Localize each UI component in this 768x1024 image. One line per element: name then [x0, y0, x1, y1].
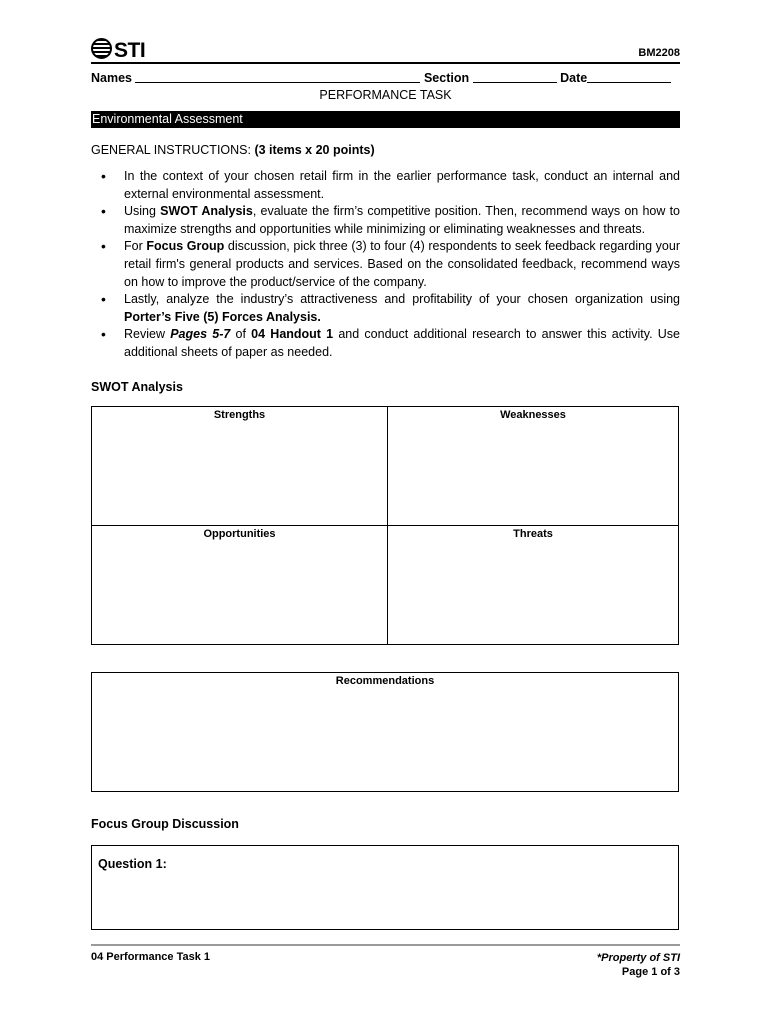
- date-label: Date: [560, 71, 588, 85]
- list-item: [91, 238, 680, 291]
- bullet-emphasis: 04 Handout 1: [251, 327, 334, 342]
- recommendations-heading: Recommendations: [335, 675, 435, 687]
- threats-cell[interactable]: [388, 526, 679, 645]
- bullet-text: Using: [124, 204, 161, 219]
- instructions-points: (3 items x 20 points): [254, 143, 375, 157]
- opportunities-label: Opportunities: [203, 528, 276, 540]
- date-blank[interactable]: [587, 70, 671, 83]
- bullet-text: Review: [124, 327, 171, 342]
- strengths-cell[interactable]: [92, 407, 388, 526]
- bullet-text: Lastly, analyze the industry’s attractiveness and profitability of your chosen organization using: [124, 292, 680, 307]
- question-1-box[interactable]: [91, 845, 679, 930]
- recommendations-box[interactable]: [91, 672, 679, 792]
- logo-text: STI: [114, 39, 146, 62]
- bullet-text: of: [230, 327, 252, 342]
- bullet-emphasis: Pages 5-7: [170, 327, 231, 342]
- header-divider: [91, 62, 680, 64]
- bullet-text: and conduct additional research to answer this activity. Use additional sheets of paper as needed.: [124, 327, 680, 359]
- list-item: [91, 203, 680, 238]
- footer-title: 04 Performance Task 1: [91, 951, 211, 963]
- document-code: BM2208: [638, 47, 680, 59]
- bullet-text: discussion, pick three (3) to four (4) respondents to seek feedback regarding your retail firm's general products and services. Based on the consolidated feedback, recommend ways on how to improve the product/service of the company.: [124, 239, 680, 289]
- list-item: [91, 326, 680, 361]
- list-item: [91, 168, 680, 203]
- bullet-emphasis: Porter’s Five (5) Forces Analysis.: [124, 309, 321, 324]
- section-band: Environmental Assessment: [91, 111, 680, 128]
- strengths-label: Strengths: [213, 409, 266, 421]
- weaknesses-label: Weaknesses: [500, 409, 566, 421]
- bullet-emphasis: Focus Group: [146, 239, 225, 254]
- task-title: PERFORMANCE TASK: [319, 88, 452, 102]
- names-label: Names: [91, 71, 132, 85]
- general-instructions: [91, 143, 375, 157]
- section-label: Section: [423, 71, 470, 85]
- footer-right: [500, 951, 680, 979]
- names-blank[interactable]: [135, 70, 420, 83]
- focus-group-heading: Focus Group Discussion: [91, 817, 239, 831]
- question-1-label: Question 1:: [98, 857, 167, 871]
- instructions-label: GENERAL INSTRUCTIONS:: [91, 143, 255, 157]
- footer-divider: [91, 944, 680, 946]
- bullet-text: , evaluate the firm’s competitive position. Then, recommend ways on how to maximize strengths and opportunities while minimizing or eliminating weaknesses and threats.: [124, 204, 681, 236]
- threats-label: Threats: [513, 528, 553, 540]
- property-note: *Property of STI: [596, 952, 680, 964]
- page-number: Page 1 of 3: [621, 966, 680, 978]
- section-blank[interactable]: [473, 70, 557, 83]
- swot-heading: SWOT Analysis: [91, 380, 183, 394]
- weaknesses-cell[interactable]: [388, 407, 679, 526]
- swot-table: [91, 406, 679, 645]
- bullet-text: For: [124, 239, 147, 254]
- list-item: [91, 291, 680, 326]
- sti-logo: [91, 38, 145, 63]
- bullet-text: In the context of your chosen retail firm in the earlier performance task, conduct an internal and external environmental assessment.: [124, 169, 680, 201]
- instruction-list: [91, 168, 680, 362]
- student-fields: [91, 70, 671, 85]
- globe-icon: [91, 38, 112, 59]
- bullet-emphasis: SWOT Analysis: [160, 204, 253, 219]
- opportunities-cell[interactable]: [92, 526, 388, 645]
